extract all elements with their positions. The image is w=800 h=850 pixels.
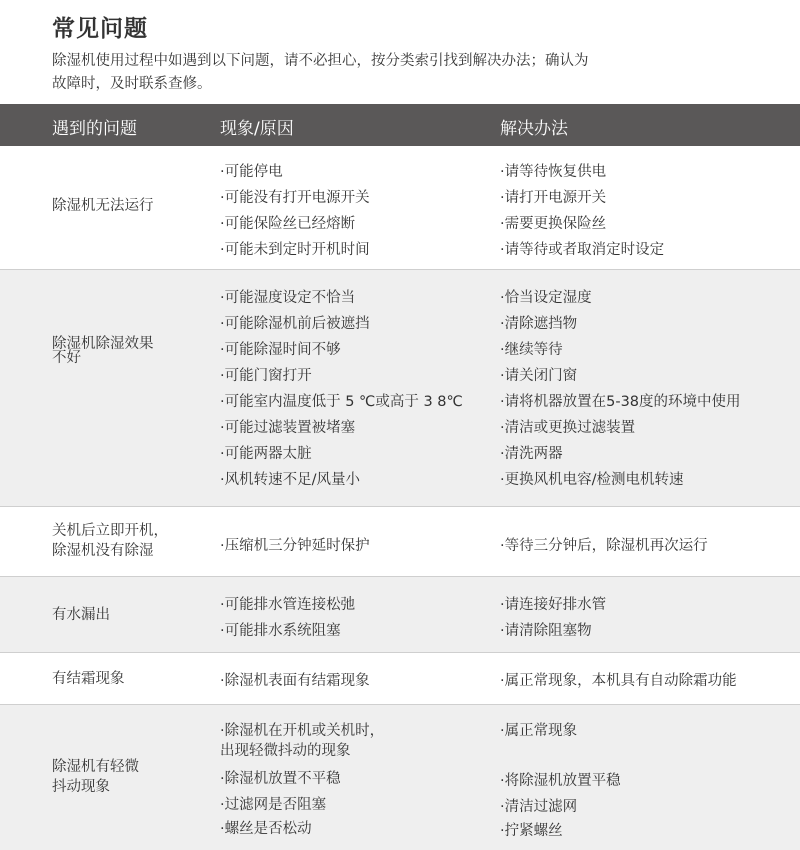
solution-item: ·请清除阻塞物 xyxy=(500,623,592,639)
cause-item: ·可能没有打开电源开关 xyxy=(220,190,370,206)
solution-item: ·清除遮挡物 xyxy=(500,316,578,332)
cause-item: ·压缩机三分钟延时保护 xyxy=(220,538,370,554)
table-row xyxy=(0,705,800,850)
table-row xyxy=(0,507,800,577)
problem-cell xyxy=(52,757,139,797)
intro-text xyxy=(52,50,672,96)
solution-item: ·继续等待 xyxy=(500,342,563,358)
cause-item: ·可能保险丝已经熔断 xyxy=(220,216,356,232)
header-cause: 现象/原因 xyxy=(220,119,294,139)
header-problem: 遇到的问题 xyxy=(52,119,137,139)
cause-item: ·风机转速不足/风量小 xyxy=(220,472,360,488)
table-header xyxy=(0,104,800,146)
problem-text: 除湿机没有除湿 xyxy=(52,543,154,559)
problem-text: 有水漏出 xyxy=(52,607,110,623)
solution-item: ·更换风机电容/检测电机转速 xyxy=(500,472,684,488)
cause-item: ·可能除湿时间不够 xyxy=(220,342,341,358)
cause-item: ·可能除湿机前后被遮挡 xyxy=(220,316,370,332)
problem-cell xyxy=(52,669,125,689)
cause-item: 出现轻微抖动的现象 xyxy=(220,743,351,759)
cause-item: ·除湿机放置不平稳 xyxy=(220,771,341,787)
cause-item: ·可能未到定时开机时间 xyxy=(220,242,370,258)
problem-text: 不好 xyxy=(52,350,81,366)
cause-item: ·可能湿度设定不恰当 xyxy=(220,290,356,306)
table-row xyxy=(0,577,800,653)
problem-cell xyxy=(52,196,154,216)
solution-item: ·需要更换保险丝 xyxy=(500,216,607,232)
cause-item: ·可能门窗打开 xyxy=(220,368,312,384)
solution-item: ·请等待或者取消定时设定 xyxy=(500,242,665,258)
cause-item: ·除湿机表面有结霜现象 xyxy=(220,673,370,689)
solution-item: ·属正常现象，本机具有自动除霜功能 xyxy=(500,673,737,689)
solution-item: ·请关闭门窗 xyxy=(500,368,578,384)
cause-item: ·可能停电 xyxy=(220,164,283,180)
solution-item: ·属正常现象 xyxy=(500,723,578,739)
solution-item: ·清洗两器 xyxy=(500,446,563,462)
cause-item: ·可能排水系统阻塞 xyxy=(220,623,341,639)
solution-item: ·等待三分钟后，除湿机再次运行 xyxy=(500,538,708,554)
table-row xyxy=(0,653,800,705)
cause-item: ·过滤网是否阻塞 xyxy=(220,797,327,813)
solution-item: ·请将机器放置在5-38度的环境中使用 xyxy=(500,394,741,410)
problem-text: 抖动现象 xyxy=(52,779,110,795)
problem-text: 除湿机无法运行 xyxy=(52,198,154,214)
page-title: 常见问题 xyxy=(52,16,148,42)
cause-item: ·可能排水管连接松弛 xyxy=(220,597,356,613)
faq-table xyxy=(0,104,800,850)
solution-item: ·请等待恢复供电 xyxy=(500,164,607,180)
cause-item: ·螺丝是否松动 xyxy=(220,821,312,837)
solution-item: ·清洁或更换过滤装置 xyxy=(500,420,636,436)
solution-item: ·恰当设定湿度 xyxy=(500,290,592,306)
header-solution: 解决办法 xyxy=(500,119,568,139)
problem-text: 关机后立即开机， xyxy=(52,523,168,539)
problem-text: 有结霜现象 xyxy=(52,671,125,687)
intro-line: 故障时，及时联系查修。 xyxy=(52,76,212,92)
solution-item: ·拧紧螺丝 xyxy=(500,823,563,839)
table-row xyxy=(0,146,800,270)
cause-item: ·可能过滤装置被堵塞 xyxy=(220,420,356,436)
cause-item: ·除湿机在开机或关机时， xyxy=(220,723,385,739)
problem-cell xyxy=(52,521,168,561)
problem-cell xyxy=(52,334,154,368)
cause-item: ·可能室内温度低于 5 ℃或高于 3 8℃ xyxy=(220,394,463,410)
solution-item: ·请打开电源开关 xyxy=(500,190,607,206)
solution-item: ·将除湿机放置平稳 xyxy=(500,773,621,789)
problem-cell xyxy=(52,605,110,625)
intro-line: 除湿机使用过程中如遇到以下问题，请不必担心，按分类索引找到解决办法；确认为 xyxy=(52,53,589,69)
solution-item: ·清洁过滤网 xyxy=(500,799,578,815)
problem-text: 除湿机除湿效果 xyxy=(52,336,154,352)
solution-item: ·请连接好排水管 xyxy=(500,597,607,613)
cause-item: ·可能两器太脏 xyxy=(220,446,312,462)
table-row xyxy=(0,270,800,507)
problem-text: 除湿机有轻微 xyxy=(52,759,139,775)
